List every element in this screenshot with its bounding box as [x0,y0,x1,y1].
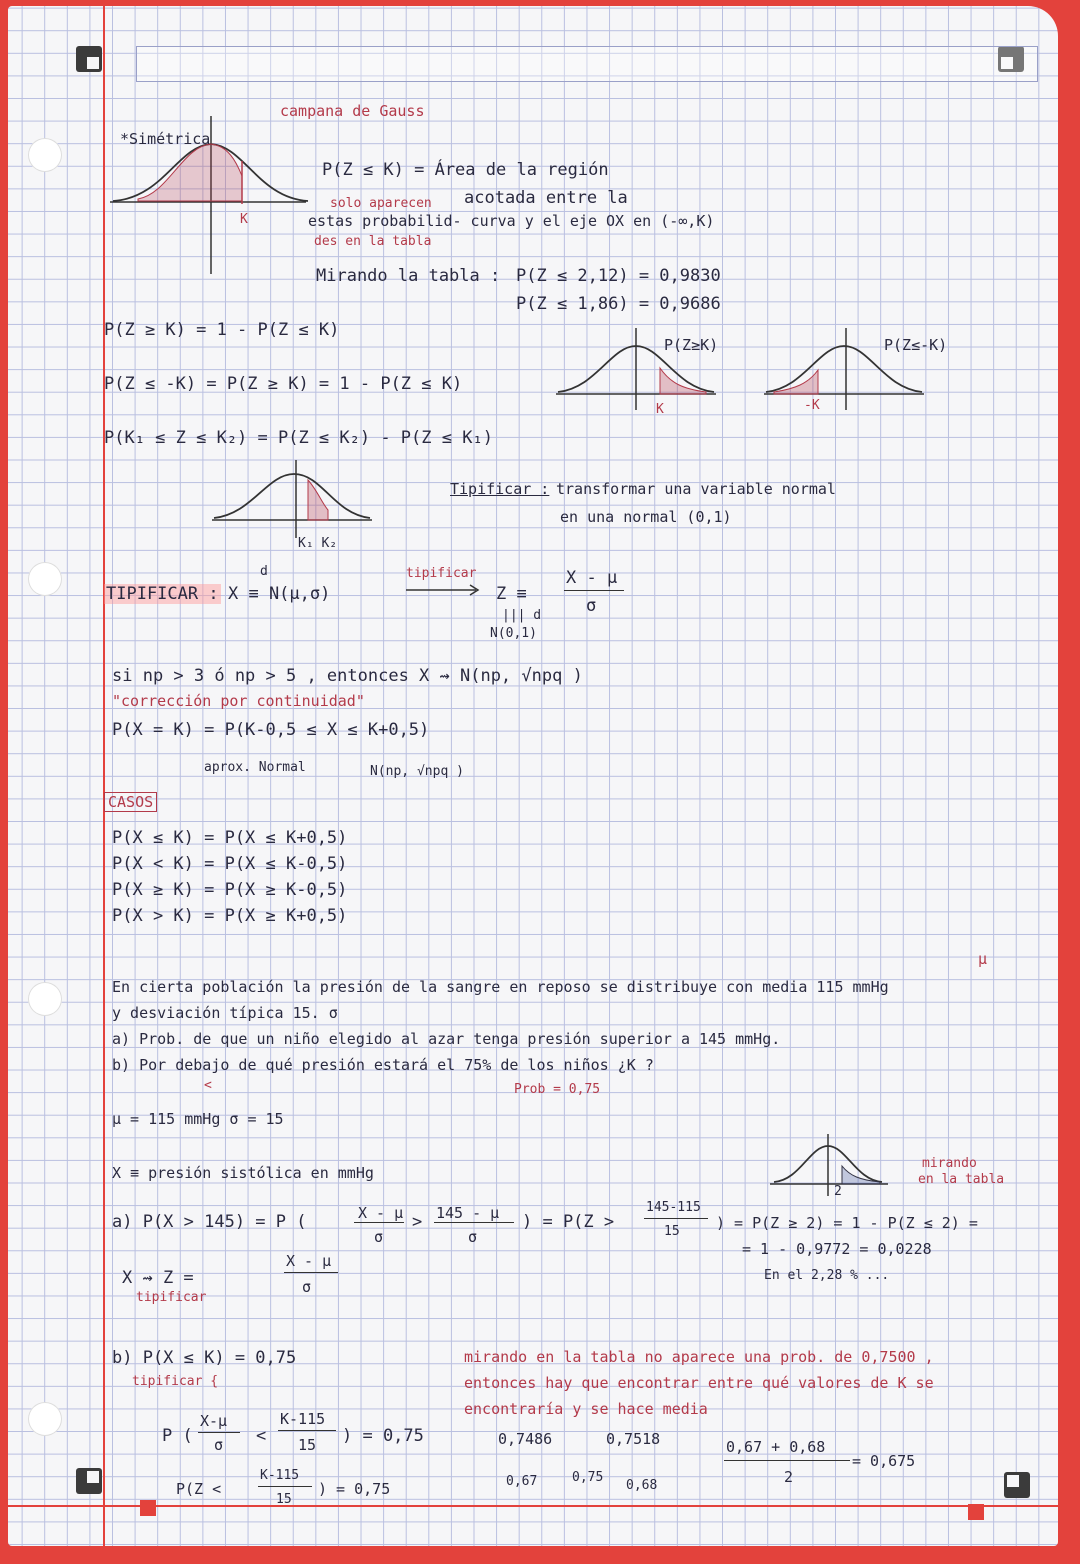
binder-hole [28,138,62,172]
mirando-tabla-text: Mirando la tabla : [316,266,501,286]
enunciado-2: y desviación típica 15. σ [112,1004,338,1022]
a-frac3-den: 15 [664,1224,680,1239]
b-lt: < [256,1426,267,1446]
campana-label: campana de Gauss [280,102,425,120]
a-gt: > [412,1212,423,1232]
frac-den: σ [586,596,597,616]
tipificar-arrow-label: tipificar [406,566,477,581]
v-0-7486: 0,7486 [498,1430,553,1448]
datos: μ = 115 mmHg σ = 15 [112,1110,284,1128]
graph1-label: P(Z≥K) [664,336,719,354]
v-0-67: 0,67 [506,1474,538,1489]
a-frac1-num: X - μ [358,1204,404,1222]
acotada-text: acotada entre la [464,188,628,208]
corner-mark-icon [1004,1472,1030,1498]
frac-bar [354,1222,404,1223]
binder-hole [28,982,62,1016]
frac-bar [564,590,624,591]
menor-mark: < [204,1078,212,1093]
v-0-68: 0,68 [626,1478,658,1493]
v-0-7518: 0,7518 [606,1430,661,1448]
a-result-2: = 1 - 0,9772 = 0,0228 [742,1240,932,1258]
frac-bar [284,1272,338,1273]
enunciado-1: En cierta población la presión de la sangre en reposo se distribuye con media 115 mmHg [112,978,889,996]
media-den: 2 [784,1468,794,1486]
simetrica-label: *Simétrica [120,130,211,148]
aprox-normal-label: aprox. Normal [204,760,306,775]
mirando-note: mirando [922,1156,977,1171]
media-num: 0,67 + 0,68 [726,1438,826,1456]
mu-mark: μ [978,950,988,968]
graph2-k: -K [804,398,820,413]
k-label: K [240,212,248,227]
b-note-1: mirando en la tabla no aparece una prob. de 0,7500 , [464,1348,934,1366]
b-eq: ) = 0,75 [342,1426,424,1446]
aprox-line-1: si np > 3 ó np > 5 , entonces X ⇝ N(np, √npq ) [112,666,583,686]
b-pz: P(Z < [176,1480,222,1498]
caso-item: P(X ≥ K) = P(X ≥ K-0,5) [112,880,348,900]
caso-item: P(X > K) = P(X ≥ K+0,5) [112,906,348,926]
tipificar-def-2: en una normal (0,1) [560,508,732,526]
a-frac2-num: 145 - μ [436,1204,500,1222]
corner-mark-icon [76,46,102,72]
frac-bar [278,1430,336,1431]
en-tabla-note: en la tabla [918,1172,1005,1187]
header-box [136,46,1038,82]
enunciado-3: a) Prob. de que un niño elegido al azar tenga presión superior a 145 mmHg. [112,1030,781,1048]
x-tip-den: σ [302,1278,312,1296]
graph1-k: K [656,402,664,417]
binder-hole [28,562,62,596]
b-line: b) P(X ≤ K) = 0,75 [112,1348,297,1368]
b-frac1-den: σ [214,1436,224,1454]
dadas-tabla-text: des en la tabla [314,234,432,249]
estas-prob-text: estas probabilid- curva y el eje OX en (-∞,K) [308,212,715,230]
z-equiv: Z ≡ [496,584,527,604]
z-d: ||| d [502,608,542,623]
a-result-1: ) = P(Z ≥ 2) = 1 - P(Z ≤ 2) = [716,1214,978,1232]
a-line: a) P(X > 145) = P ( [112,1212,307,1232]
binder-hole [28,1402,62,1436]
red-square-mark [968,1504,984,1520]
b-frac3-den: 15 [276,1492,292,1507]
tipificar-small: tipificar [136,1290,207,1305]
x-definition: X ≡ presión sistólica en mmHg [112,1164,374,1182]
corner-mark-icon [76,1468,102,1494]
frac-bar [724,1460,850,1461]
a-frac3-num: 145-115 [646,1200,701,1215]
a-frac1-den: σ [374,1228,384,1246]
a-result-3: En el 2,28 % ... [764,1268,890,1283]
tipificar-title: Tipificar : [450,480,550,498]
rule-3: P(K₁ ≤ Z ≤ K₂) = P(Z ≤ K₂) - P(Z ≤ K₁) [104,428,493,448]
a-pz: ) = P(Z > [522,1212,615,1232]
b-frac1-num: X-μ [200,1412,228,1430]
graph2-label: P(Z≤-K) [884,336,948,354]
x-tip-num: X - μ [286,1252,332,1270]
pz-definition: P(Z ≤ K) = Área de la región [322,160,609,180]
frac-num: X - μ [566,568,618,588]
caso-item: P(X < K) = P(X ≤ K-0,5) [112,854,348,874]
red-square-mark [140,1500,156,1516]
rule-2: P(Z ≤ -K) = P(Z ≥ K) = 1 - P(Z ≤ K) [104,374,463,394]
n-npq-label: N(np, √npq ) [370,764,464,779]
graph3-k: K₁ K₂ [298,536,338,551]
frac-bar [198,1432,240,1433]
graph-a-2: 2 [834,1184,842,1199]
prob-075: Prob = 0,75 [514,1082,601,1097]
correccion-label: "corrección por continuidad" [112,692,365,710]
b-frac2-num: K-115 [280,1410,326,1428]
casos-title: CASOS [104,792,157,812]
table-value-1: P(Z ≤ 2,12) = 0,9830 [516,266,721,286]
frac-bar [258,1486,312,1487]
b-frac3-num: K-115 [260,1468,300,1483]
gauss-curve-interval [212,458,372,548]
b-eq-2: ) = 0,75 [318,1480,391,1498]
tipificar-formula-left: X ≡ N(μ,σ) [228,584,331,604]
tipificar-def-1: transformar una variable normal [556,480,836,498]
enunciado-4: b) Por debajo de qué presión estará el 75% de los niños ¿K ? [112,1056,654,1074]
d-mark: d [260,564,268,579]
a-frac2-den: σ [468,1228,478,1246]
z-n01: N(0,1) [490,626,537,641]
media-result: = 0,675 [852,1452,916,1470]
table-value-2: P(Z ≤ 1,86) = 0,9686 [516,294,721,314]
rule-1: P(Z ≥ K) = 1 - P(Z ≤ K) [104,320,340,340]
tipificar-label: TIPIFICAR : [106,584,219,604]
caso-item: P(X ≤ K) = P(X ≤ K+0,5) [112,828,348,848]
v-0-75: 0,75 [572,1470,604,1485]
arrow-icon [406,584,482,596]
aprox-line-2: P(X = K) = P(K-0,5 ≤ X ≤ K+0,5) [112,720,430,740]
x-tip: X ⇝ Z = [122,1268,194,1288]
frac-bar [434,1222,514,1223]
b-note-3: encontraría y se hace media [464,1400,708,1418]
b-tipificar: tipificar { [132,1374,219,1389]
gauss-curve-problem-a [770,1132,890,1202]
notebook-page [8,6,1058,1546]
frac-bar [644,1218,708,1219]
solo-aparecen-text: solo aparecen [330,196,432,211]
b-note-2: entonces hay que encontrar entre qué valores de K se [464,1374,934,1392]
b-frac2-den: 15 [298,1436,317,1454]
b-p: P ( [162,1426,193,1446]
